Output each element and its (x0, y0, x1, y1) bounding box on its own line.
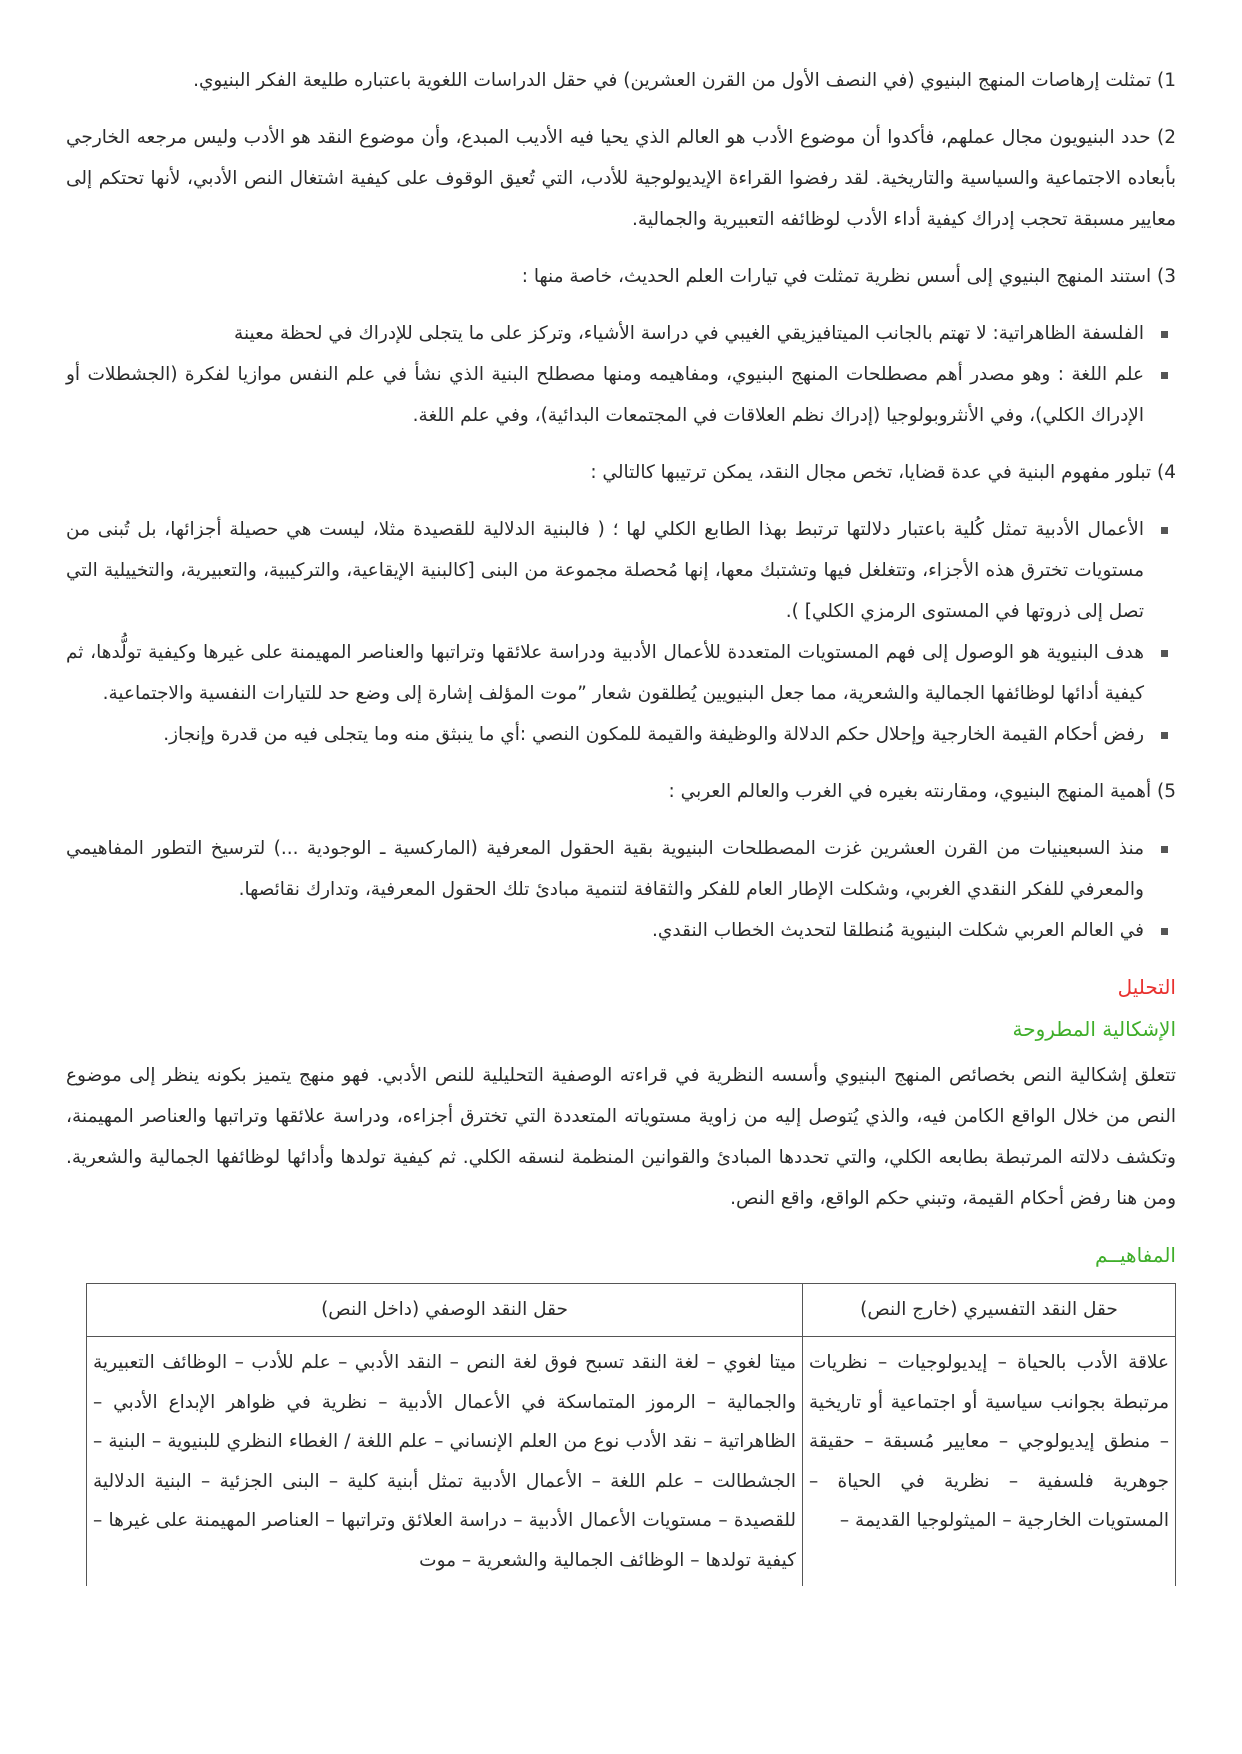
table-header-row (87, 1284, 1176, 1337)
square-bullet-icon (1161, 527, 1168, 534)
problem-paragraph: تتعلق إشكالية النص بخصائص المنهج البنيوي وأسسه النظرية في قراءته الوصفية التحليلية للنص الأدبي. فهو منهج يتميز بكونه ينظر إلى موضوع النص من خلال الواقع الكامن فيه، والذي يُتوصل إليه من زاوية مستوياته المتعددة التي تخترق أجزاءه، ودراسة علائقها وتراتبها والعناصر المهيمنة، وتكشف دلالته المرتبطة بطابعه الكلي، والتي تحددها المبادئ والقوانين المنظمة لنسقه الكلي. ثم كيفية تولدها وأدائها لوظائفها الجمالية والشعرية. ومن هنا رفض أحكام القيمة، وتبني حكم الواقع، واقع النص. (66, 1065, 1176, 1209)
square-bullet-icon (1161, 846, 1168, 853)
point-5: 5) أهمية المنهج البنيوي، ومقارنته بغيره في الغرب والعالم العربي : (668, 781, 1176, 802)
concepts-table (86, 1283, 1176, 1586)
list-item: الفلسفة الظاهراتية: لا تهتم بالجانب الميتافيزيقي الغيبي في دراسة الأشياء، وتركز على ما يتجلى للإدراك في لحظة معينة (66, 313, 1144, 354)
table-row (87, 1337, 1176, 1587)
square-bullet-icon (1161, 928, 1168, 935)
square-bullet-icon (1161, 331, 1168, 338)
point-5-list (66, 828, 1176, 951)
problem-heading: الإشكالية المطروحة (1012, 1017, 1176, 1041)
list-item: علم اللغة : وهو مصدر أهم مصطلحات المنهج البنيوي، ومفاهيمه ومنها مصطلح البنية الذي نشأ في علم النفس موازيا لفكرة (الجشطلات أو الإدراك الكلي)، وفي الأنثروبولوجيا (إدراك نظم العلاقات في المجتمعات البدائية)، وفي علم اللغة. (66, 354, 1144, 436)
header-inside-text: حقل النقد الوصفي (داخل النص) (87, 1284, 803, 1337)
point-3-list (66, 313, 1176, 436)
header-outside-text: حقل النقد التفسيري (خارج النص) (803, 1284, 1176, 1337)
square-bullet-icon (1161, 372, 1168, 379)
list-item: في العالم العربي شكلت البنيوية مُنطلقا لتحديث الخطاب النقدي. (66, 910, 1144, 951)
inside-text-cell: ميتا لغوي – لغة النقد تسبح فوق لغة النص – النقد الأدبي – علم للأدب – الوظائف التعبيرية والجمالية – الرموز المتماسكة في الأعمال الأدبية – نظرية في ظواهر الإبداع الأدبي – الظاهراتية – نقد الأدب نوع من العلم الإنساني – علم اللغة / الغطاء النظري للبنيوية – البنية – الجشطالت – علم اللغة – الأعمال الأدبية تمثل أبنية كلية – البنى الجزئية – البنية الدلالية للقصيدة – مستويات الأعمال الأدبية – دراسة العلائق وتراتبها – العناصر المهيمنة على غيرها – كيفية تولدها – الوظائف الجمالية والشعرية – موت (87, 1337, 803, 1587)
square-bullet-icon (1161, 732, 1168, 739)
analysis-heading: التحليل (1117, 975, 1176, 999)
point-4-list (66, 509, 1176, 755)
square-bullet-icon (1161, 650, 1168, 657)
point-2: 2) حدد البنيويون مجال عملهم، فأكدوا أن موضوع الأدب هو العالم الذي يحيا فيه الأديب المبدع، وأن موضوع النقد هو الأدب وليس مرجعه الخارجي بأبعاده الاجتماعية والسياسية والتاريخية. لقد رفضوا القراءة الإيديولوجية للأدب، التي تُعيق الوقوف على كيفية اشتغال النص الأدبي، لأنها تحتكم إلى معايير مسبقة تحجب إدراك كيفية أداء الأدب لوظائفه التعبيرية والجمالية. (66, 127, 1176, 230)
point-4: 4) تبلور مفهوم البنية في عدة قضايا، تخص مجال النقد، يمكن ترتيبها كالتالي : (590, 462, 1176, 483)
outside-text-cell: علاقة الأدب بالحياة – إيديولوجيات – نظريات مرتبطة بجوانب سياسية أو اجتماعية أو تاريخية – منطق إيديولوجي – معايير مُسبقة – حقيقة جوهرية فلسفية – نظرية في الحياة – المستويات الخارجية – الميثولوجيا القديمة – (803, 1337, 1176, 1587)
concepts-heading: المفاهيــم (1094, 1243, 1176, 1267)
point-1: 1) تمثلت إرهاصات المنهج البنيوي (في النصف الأول من القرن العشرين) في حقل الدراسات اللغوية باعتباره طليعة الفكر البنيوي. (193, 70, 1176, 91)
point-3: 3) استند المنهج البنيوي إلى أسس نظرية تمثلت في تيارات العلم الحديث، خاصة منها : (521, 266, 1176, 287)
list-item: منذ السبعينيات من القرن العشرين غزت المصطلحات البنيوية بقية الحقول المعرفية (الماركسية ـ الوجودية ...) لترسيخ التطور المفاهيمي والمعرفي للفكر النقدي الغربي، وشكلت الإطار العام للفكر والثقافة لتنمية مبادئ تلك الحقول المعرفية، وتدارك نقائصها. (66, 828, 1144, 910)
list-item: هدف البنيوية هو الوصول إلى فهم المستويات المتعددة للأعمال الأدبية ودراسة علائقها وتراتبها والعناصر المهيمنة على غيرها وكيفية تولُّدها، ثم كيفية أدائها لوظائفها الجمالية والشعرية، مما جعل البنيويين يُطلقون شعار ”موت المؤلف إشارة إلى وضع حد للتيارات النفسية والاجتماعية. (66, 632, 1144, 714)
list-item: الأعمال الأدبية تمثل كُلية باعتبار دلالتها ترتبط بهذا الطابع الكلي لها ؛ ( فالبنية الدلالية للقصيدة مثلا، ليست هي حصيلة أجزائها، بل تُبنى من مستويات تخترق هذه الأجزاء، وتتغلغل فيها وتشتبك معها، إنها مُحصلة مجموعة من البنى [كالبنية الإيقاعية، والتركيبية، والتعبيرية، والتخييلية التي تصل إلى ذروتها في المستوى الرمزي الكلي] ). (66, 509, 1144, 632)
list-item: رفض أحكام القيمة الخارجية وإحلال حكم الدلالة والوظيفة والقيمة للمكون النصي :أي ما ينبثق منه وما يتجلى فيه من قدرة وإنجاز. (66, 714, 1144, 755)
